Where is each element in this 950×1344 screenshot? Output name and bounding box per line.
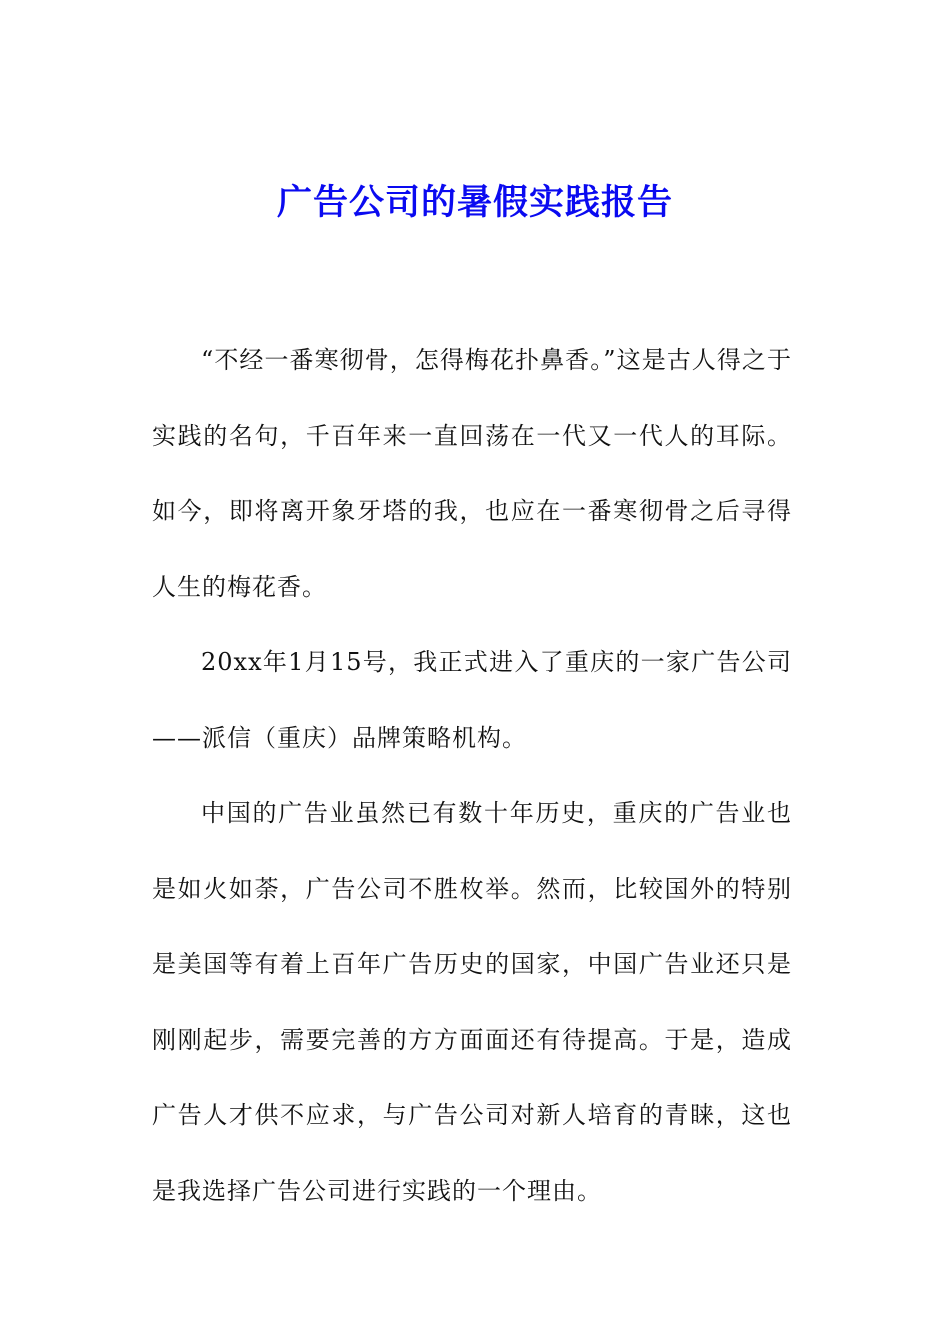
paragraph-1: “不经一番寒彻骨，怎得梅花扑鼻香。”这是古人得之于实践的名句，千百年来一直回荡在一代又一代人的耳际。如今，即将离开象牙塔的我，也应在一番寒彻骨之后寻得人生的梅花香。	[152, 346, 792, 601]
document-title: 广告公司的暑假实践报告	[276, 182, 673, 223]
paragraph-3: 中国的广告业虽然已有数十年历史，重庆的广告业也是如火如荼，广告公司不胜枚举。然而，比较国外的特别是美国等有着上百年广告历史的国家，中国广告业还只是刚刚起步，需要完善的方方面面还有待提高。于是，造成广告人才供不应求，与广告公司对新人培育的青睐，这也是我选择广告公司进行实践的一个理由。	[152, 799, 792, 1205]
paragraph-2: 20xx年1月15号，我正式进入了重庆的一家广告公司——派信（重庆）品牌策略机构。	[152, 648, 792, 752]
document-body	[152, 323, 792, 1229]
